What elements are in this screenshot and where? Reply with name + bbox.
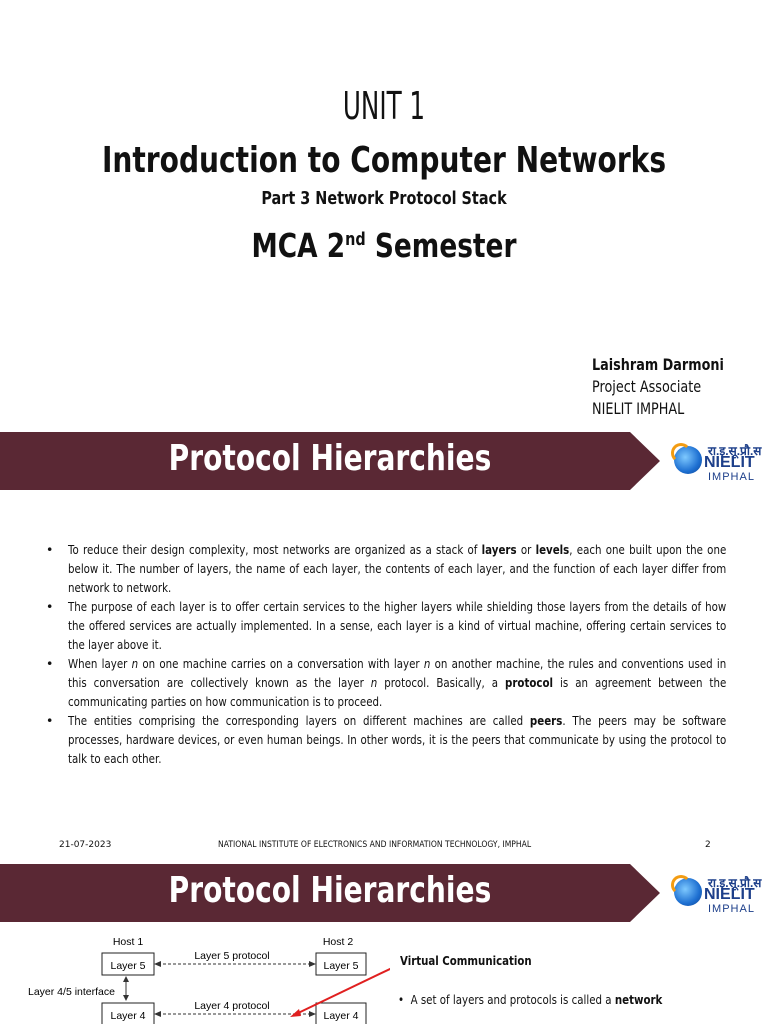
bullet-list [46, 540, 726, 768]
bullet-text: protocol. Basically, a [377, 675, 506, 690]
bullet-text: , each one built upon the one below it. The number of layers, the name of each layer, the contents of each layer, and the function of each layer differ from network to network. [68, 542, 727, 595]
unit-heading: UNIT 1 [342, 84, 426, 128]
bullet-item [46, 711, 726, 768]
logo-city: IMPHAL [708, 903, 755, 915]
banner-title: Protocol Hierarchies [168, 438, 492, 479]
bullet-italic: n [131, 656, 139, 671]
slide-subtitle: Part 3 Network Protocol Stack [261, 188, 507, 209]
interface-arrow-down [123, 995, 129, 1001]
arrow-left-head [154, 1011, 161, 1017]
layer4-right-label: Layer 4 [323, 1010, 359, 1022]
layer4-left-label: Layer 4 [110, 1010, 146, 1022]
footer-org: NATIONAL INSTITUTE OF ELECTRONICS AND INFORMATION TECHNOLOGY, IMPHAL [218, 840, 532, 850]
slide-title: Introduction to Computer Networks [101, 140, 667, 181]
bullet-text: on one machine carries on a conversation with layer [138, 656, 424, 671]
bullet-text: A set of layers and protocols is called a [410, 992, 615, 1007]
logo-hindi: रा.इ.सू.प्रौ.स [708, 876, 762, 890]
bullet-bold: levels [535, 542, 570, 557]
bullet-text: is an agreement between the communicating parties on how communication is to proceed. [68, 675, 727, 709]
red-arrow-head [290, 1009, 301, 1017]
bullet-bold: peers [529, 713, 563, 728]
arrow-left-head [154, 961, 161, 967]
layer4-protocol-label: Layer 4 protocol [194, 1000, 270, 1012]
bullet-italic: n [423, 656, 431, 671]
bullet-item [46, 654, 726, 711]
author-role: Project Associate [592, 377, 702, 396]
semester-heading [77, 226, 691, 265]
slide-banner [0, 432, 768, 490]
arrow-right-head [309, 961, 316, 967]
bullet-text: . The peers may be software processes, hardware devices, or even human beings. In other words, it is the peers that communicate by using the protocol to talk to each other. [68, 713, 727, 766]
bullet-item [46, 540, 726, 597]
author-name: Laishram Darmoni [592, 355, 724, 374]
bullet-text: or [516, 542, 536, 557]
nielit-logo [672, 438, 764, 484]
bullet-text: The entities comprising the corresponding layers on different machines are called [68, 713, 530, 728]
semester-prefix: MCA 2 [251, 226, 346, 265]
bullet-item [46, 597, 726, 654]
protocol-hierarchies-slide-2 [0, 864, 768, 1024]
footer-date: 21-07-2023 [59, 840, 112, 850]
host1-label: Host 1 [112, 936, 144, 948]
layer5-right-label: Layer 5 [323, 960, 359, 972]
globe-icon [674, 446, 702, 474]
semester-sup: nd [345, 229, 366, 250]
title-slide [0, 0, 768, 432]
bullet-bold: layers [481, 542, 517, 557]
semester-suffix: Semester [365, 226, 517, 265]
host2-label: Host 2 [322, 936, 354, 948]
logo-name: NIELIT [704, 454, 755, 471]
bullet-text: The purpose of each layer is to offer certain services to the higher layers while shielding those layers from the details of how the offered services are actually implemented. In a sense, each layer is a kind of virtual machine, offering certain services to the layer above it. [68, 599, 727, 652]
protocol-hierarchies-slide-1 [0, 432, 768, 864]
slide-footer [0, 840, 768, 854]
bullet-italic: n [370, 675, 378, 690]
virtual-communication-label: Virtual Communication [400, 954, 532, 968]
logo-city: IMPHAL [708, 471, 755, 483]
bullet-text: When layer [68, 656, 132, 671]
interface-arrow-up [123, 976, 129, 982]
bullet-bold: protocol [505, 675, 554, 690]
arrow-right-head [309, 1011, 316, 1017]
bullet-text: on another machine, the rules and conventions used in this conversation are collectively known as the layer [68, 656, 727, 690]
author-org: NIELIT IMPHAL [592, 399, 685, 418]
bullet-item: • A set of layers and protocols is called a network [398, 992, 663, 1007]
interface-label: Layer 4/5 interface [28, 986, 115, 998]
globe-icon [674, 878, 702, 906]
footer-page-number: 2 [705, 840, 711, 850]
banner-title: Protocol Hierarchies [168, 870, 492, 911]
logo-hindi: रा.इ.सू.प्रौ.स [708, 444, 762, 458]
bullet-bold: network [614, 992, 663, 1007]
bullet-text: To reduce their design complexity, most networks are organized as a stack of [68, 542, 482, 557]
author-block [592, 354, 757, 420]
protocol-layer-diagram [0, 864, 390, 1024]
nielit-logo [672, 870, 764, 916]
layer5-left-label: Layer 5 [110, 960, 146, 972]
logo-name: NIELIT [704, 886, 755, 903]
layer5-protocol-label: Layer 5 protocol [194, 950, 270, 962]
